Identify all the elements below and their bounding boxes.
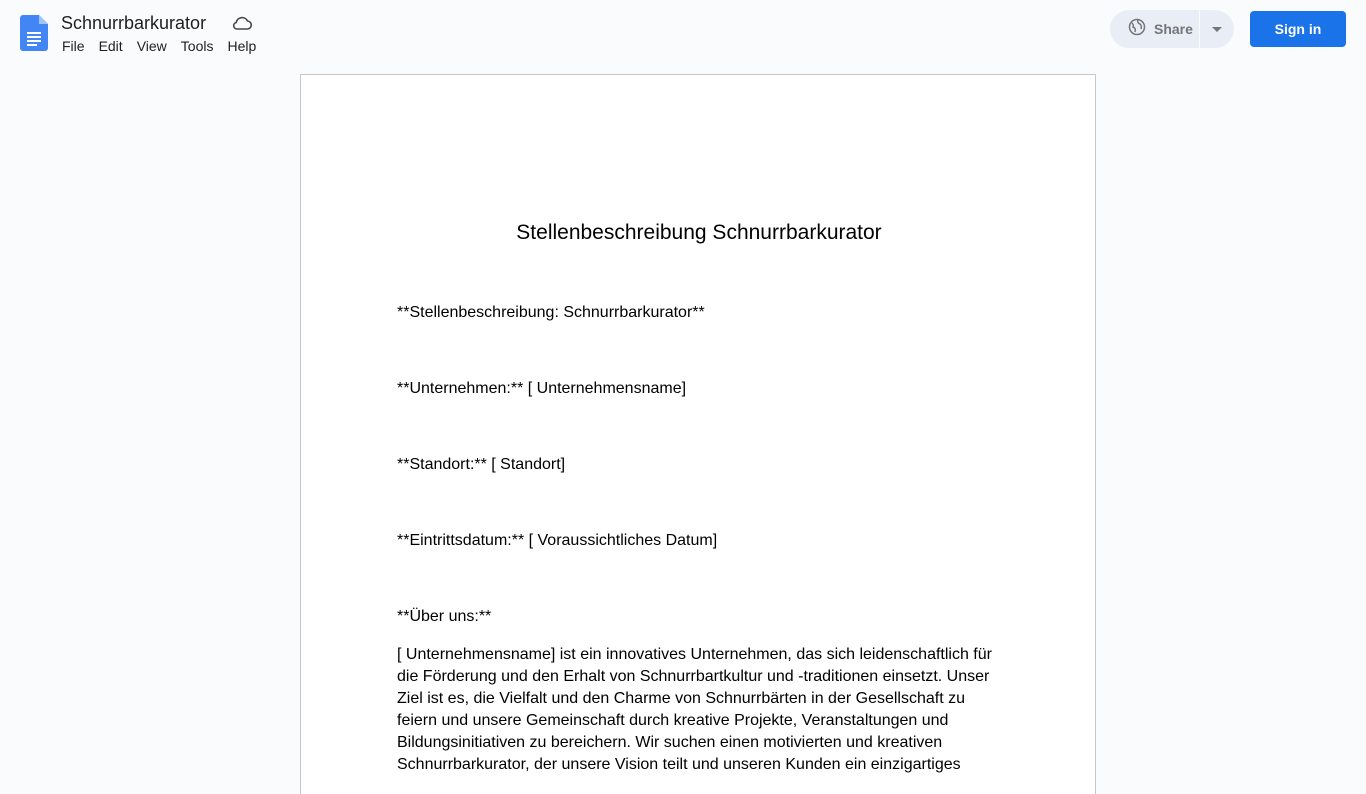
menu-edit[interactable]: Edit [98,38,123,54]
google-docs-icon[interactable] [20,15,48,51]
top-bar [0,0,1366,64]
doc-body-paragraph: [ Unternehmensname] ist ein innovatives Unternehmen, das sich leidenschaftlich für die Förderung und den Erhalt von Schnurrbartkultur und -traditionen einsetzt. Unser Ziel ist es, die Vielfalt und den Charme von Schnurrbärten in der Gesellschaft zu feiern und unsere Gemeinschaft durch kreative Projekte, Veranstaltungen und Bildungsinitiativen zu bereichern. Wir suchen einen motivierten und kreativen Schnurrbarkurator, der unsere Vision teilt und unseren Kunden ein einzigartiges [397,646,992,773]
globe-icon [1128,18,1146,41]
doc-line-job-title: **Stellenbeschreibung: Schnurrbarkurator** [397,304,705,321]
document-page[interactable] [300,74,1096,794]
document-title[interactable]: Schnurrbarkurator [61,13,207,33]
doc-line-location: **Standort:** [ Standort] [397,456,566,473]
cloud-icon[interactable] [232,13,252,33]
menu-file[interactable]: File [62,38,85,54]
document-canvas[interactable] [0,64,1366,773]
menu-bar [55,36,263,56]
share-dropdown-button[interactable] [1200,10,1233,48]
title-row [61,11,252,35]
caret-down-icon [1212,20,1222,38]
doc-line-company: **Unternehmen:** [ Unternehmensname] [397,380,687,397]
sign-in-button[interactable]: Sign in [1250,11,1346,47]
document-heading: Stellenbeschreibung Schnurrbarkurator [516,221,882,244]
share-button-group [1110,10,1234,48]
share-button[interactable] [1110,10,1200,48]
menu-help[interactable]: Help [227,38,257,54]
menu-view[interactable]: View [136,38,167,54]
doc-line-about-us: **Über uns:** [397,608,492,625]
share-label: Share [1154,21,1193,37]
doc-line-start-date: **Eintrittsdatum:** [ Voraussichtliches Datum] [397,532,718,549]
menu-tools[interactable]: Tools [180,38,214,54]
